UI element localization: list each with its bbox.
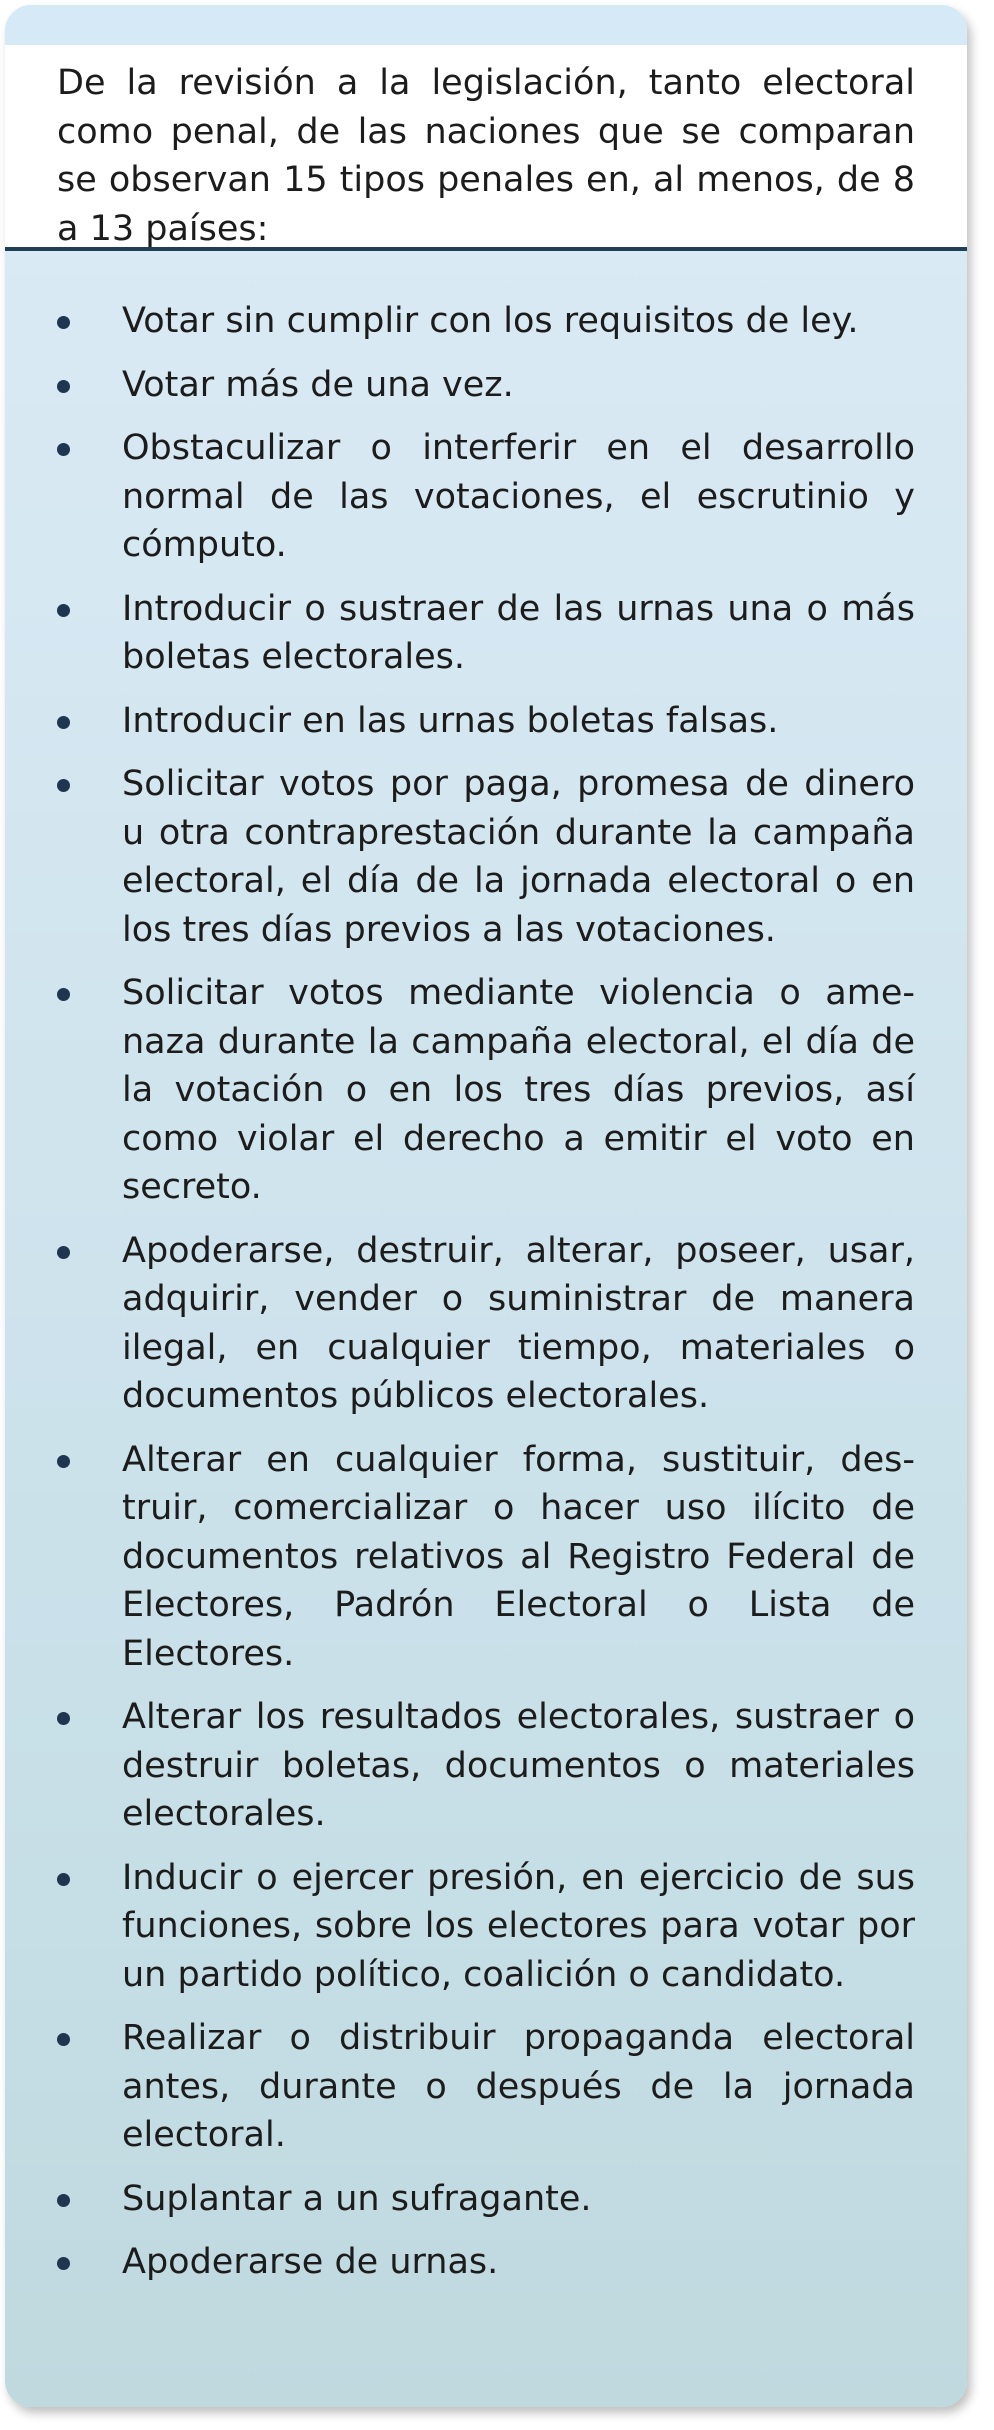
info-card bbox=[5, 5, 967, 2407]
list-item bbox=[5, 697, 967, 746]
list-item bbox=[5, 2175, 967, 2224]
list-item bbox=[5, 424, 967, 570]
list-item bbox=[5, 585, 967, 682]
bullet-icon bbox=[57, 2033, 70, 2046]
list-item-text: Solicitar votos por paga, promesa de dinero u otra contraprestación durante la campaña electoral, el día de la jornada electoral o en los tres días previos a las votaciones. bbox=[122, 764, 915, 950]
list-item bbox=[5, 1227, 967, 1421]
bullet-icon bbox=[57, 1873, 70, 1886]
bullet-icon bbox=[57, 2257, 70, 2270]
list-item-text: Alterar en cualquier forma, sustituir, destruir, comercializar o hacer uso ilícito de documentos relativos al Registro Federal de Electores, Padrón Electoral o Lista de Electores. bbox=[122, 1439, 915, 1674]
list-item-text: Alterar los resultados electorales, sustraer o destruir boletas, documentos o materiales electorales. bbox=[122, 1697, 915, 1834]
bullet-icon bbox=[57, 380, 70, 393]
bullet-icon bbox=[57, 988, 70, 1001]
bullet-icon bbox=[57, 1455, 70, 1468]
list-item bbox=[5, 1436, 967, 1679]
list-item-text: Apoderarse, destruir, alterar, poseer, usar, adquirir, vender o suministrar de manera ilegal, en cualquier tiempo, materiales o documentos públicos electorales. bbox=[122, 1230, 915, 1416]
card-top-band bbox=[5, 5, 967, 49]
bullet-icon bbox=[57, 1246, 70, 1259]
list-item-text: Introducir en las urnas boletas falsas. bbox=[122, 700, 779, 741]
list-item-text: Apoderarse de urnas. bbox=[122, 2242, 499, 2282]
list-item-text: Obstaculizar o interferir en el desarrollo normal de las votaciones, el escrutinio y cómputo. bbox=[122, 428, 915, 565]
list-item bbox=[5, 297, 967, 346]
list-item bbox=[5, 1854, 967, 2000]
list-item bbox=[5, 969, 967, 1212]
list-item-text: Suplantar a un sufragante. bbox=[122, 2178, 592, 2219]
list-item bbox=[5, 361, 967, 410]
bullet-icon bbox=[57, 2194, 70, 2207]
list-item-text: Solicitar votos mediante violencia o amenaza durante la campaña electoral, el día de la votación o en los tres días previos, así como violar el derecho a emitir el voto en secreto. bbox=[122, 973, 915, 1207]
bullet-icon bbox=[57, 316, 70, 329]
list-item bbox=[5, 760, 967, 954]
list-item bbox=[5, 1693, 967, 1839]
list-item bbox=[5, 2014, 967, 2160]
bullet-icon bbox=[57, 716, 70, 729]
list-item-text: Realizar o distribuir propaganda electoral antes, durante o después de la jornada electoral. bbox=[122, 2018, 915, 2155]
list-item-text: Votar sin cumplir con los requisitos de ley. bbox=[122, 301, 859, 341]
bullet-icon bbox=[57, 779, 70, 792]
intro-text: De la revisión a la legislación, tanto electoral como penal, de las naciones que se comparan se observan 15 tipos penales en, al menos, de 8 a 13 países: bbox=[57, 63, 915, 249]
list-item bbox=[5, 2238, 967, 2287]
list-item-text: Introducir o sustraer de las urnas una o más boletas electorales. bbox=[122, 588, 915, 677]
bullet-icon bbox=[57, 1712, 70, 1725]
list-item-text: Votar más de una vez. bbox=[122, 364, 514, 405]
penal-types-list bbox=[5, 297, 967, 2302]
list-item-text: Inducir o ejercer presión, en ejercicio de sus funciones, sobre los electores para votar por un partido político, coalición o candidato. bbox=[122, 1857, 915, 1995]
bullet-icon bbox=[57, 604, 70, 617]
intro-box bbox=[5, 45, 967, 251]
bullet-icon bbox=[57, 443, 70, 456]
